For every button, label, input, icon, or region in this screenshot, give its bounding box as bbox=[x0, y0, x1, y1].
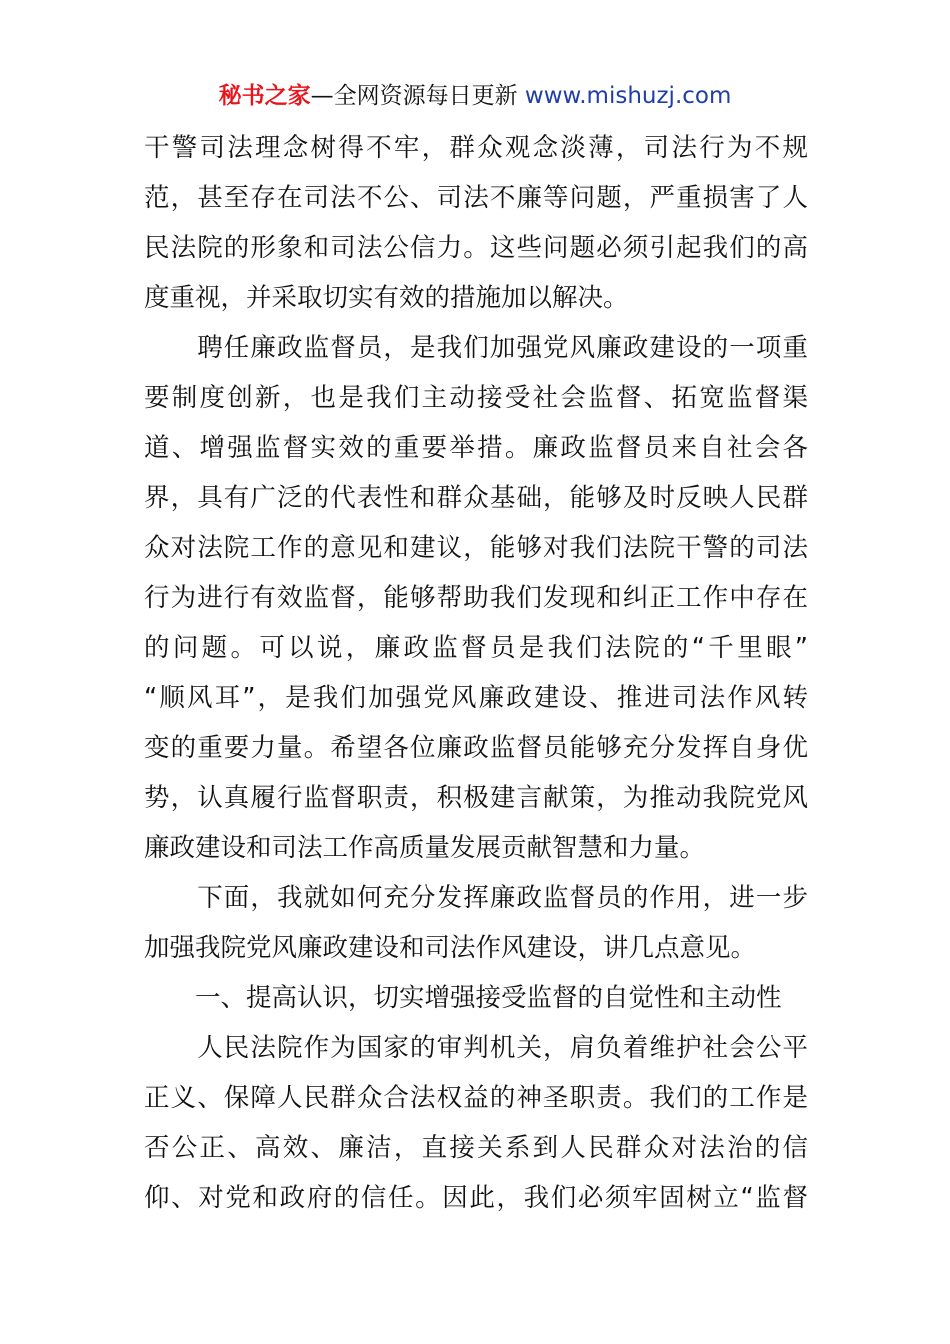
text-line: 民法院的形象和司法公信力。这些问题必须引起我们的高 bbox=[144, 233, 808, 263]
document-body bbox=[144, 123, 808, 1223]
site-url-link[interactable]: www.mishuzj.com bbox=[524, 83, 732, 109]
text-line: 廉政建设和司法工作高质量发展贡献智慧和力量。 bbox=[144, 833, 706, 863]
text-line: 聘任廉政监督员，是我们加强党风廉政建设的一项重 bbox=[144, 333, 808, 363]
text-line: 势，认真履行监督职责，积极建言献策，为推动我院党风 bbox=[144, 783, 808, 813]
text-line: 人民法院作为国家的审判机关，肩负着维护社会公平 bbox=[144, 1033, 808, 1063]
site-header bbox=[0, 80, 950, 112]
text-line: 下面，我就如何充分发挥廉政监督员的作用，进一步 bbox=[144, 883, 808, 913]
text-line: 变的重要力量。希望各位廉政监督员能够充分发挥自身优 bbox=[144, 733, 808, 763]
text-line: 加强我院党风廉政建设和司法作风建设，讲几点意见。 bbox=[144, 933, 757, 963]
text-line: 道、增强监督实效的重要举措。廉政监督员来自社会各 bbox=[144, 433, 808, 463]
text-line: 要制度创新，也是我们主动接受社会监督、拓宽监督渠 bbox=[144, 383, 808, 413]
site-tagline: —全网资源每日更新 bbox=[310, 83, 518, 109]
section-heading: 一、提高认识，切实增强接受监督的自觉性和主动性 bbox=[144, 983, 782, 1013]
site-brand: 秘书之家 bbox=[218, 83, 311, 109]
text-line: 行为进行有效监督，能够帮助我们发现和纠正工作中存在 bbox=[144, 583, 808, 613]
text-line: 界，具有广泛的代表性和群众基础，能够及时反映人民群 bbox=[144, 483, 808, 513]
text-line: “顺风耳”，是我们加强党风廉政建设、推进司法作风转 bbox=[144, 683, 808, 713]
text-line: 仰、对党和政府的信任。因此，我们必须牢固树立“监督 bbox=[144, 1183, 808, 1213]
text-line: 众对法院工作的意见和建议，能够对我们法院干警的司法 bbox=[144, 533, 808, 563]
text-line: 正义、保障人民群众合法权益的神圣职责。我们的工作是 bbox=[144, 1083, 808, 1113]
text-line: 度重视，并采取切实有效的措施加以解决。 bbox=[144, 283, 629, 313]
text-line: 干警司法理念树得不牢，群众观念淡薄，司法行为不规 bbox=[144, 133, 808, 163]
text-line: 的问题。可以说，廉政监督员是我们法院的“千里眼” bbox=[144, 633, 808, 663]
text-line: 范，甚至存在司法不公、司法不廉等问题，严重损害了人 bbox=[144, 183, 808, 213]
text-line: 否公正、高效、廉洁，直接关系到人民群众对法治的信 bbox=[144, 1133, 808, 1163]
